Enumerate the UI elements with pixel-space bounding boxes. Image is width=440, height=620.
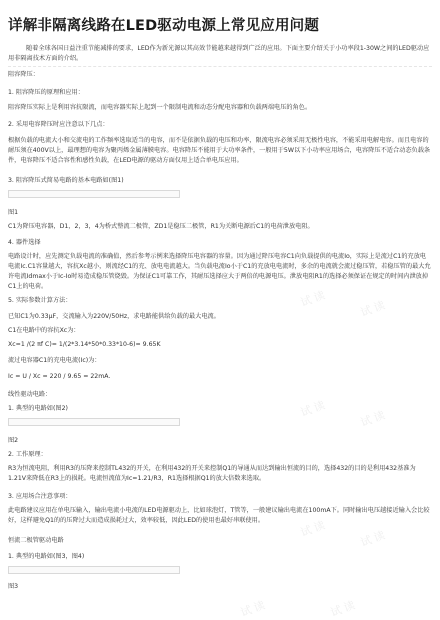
page-title: 详解非隔离线路在LED驱动电源上常见应用问题: [8, 18, 320, 34]
figure-caption: 图2: [8, 437, 19, 444]
subsection-heading: 3. 应用场合注意事项：: [8, 493, 72, 500]
paragraph: 电路设计时，应先测定负载电流的准确值，然后参考示例来选择降压电容器的容量。因为通过降压电容C1向负载提供的电流Io，实际上是流过C1的充放电电流Ic.C1容量越大，容抗Xc越小，则流经C1的充、放电电流越大。当负载电流Io小于C1的充放电电流时，多余的电流就会流过稳压管，若稳压管的最大允许电流Idmax小于Ic-Io时易造成稳压管烧毁。为保证C1可靠工作，其耐压选择应大于两倍的电源电压。泄放电阻R1的选择必须保证在规定的时间内泄放掉C1上的电荷。: [8, 253, 431, 290]
watermark: 试读: [238, 597, 270, 620]
intro-paragraph: 随着全球各国日益注重节能减排的要求，LED作为新光源以其高效节能越来越得到广泛的应用。下面主要介绍关于小功率段1-30W之间的LED驱动应用非隔离技术方面的介绍。: [8, 45, 430, 62]
figure-image-placeholder: [8, 190, 180, 198]
paragraph: R3为恒流电阻，利用R3的压降来控制TL432的开关，在利用432的开关来控制Q1的导通从而达到输出恒流的目的，选择432的目的是利用432基准为1.21V来降低在R3上的损耗。电流恒流值为Ic=1.21/R3，R1选择根据Q1的放大倍数来选取。: [8, 465, 416, 482]
figure-caption: 图1: [8, 209, 19, 216]
paragraph: 阻容降压实际上是利用容抗限流，而电容器实际上起到一个限制电流和动态分配电容器和负载两端电压的角色。: [8, 104, 312, 111]
subsection-heading: 1. 阻容降压的原理和应用：: [8, 89, 84, 96]
subsection-heading: 5. 实际参数计算方法：: [8, 297, 72, 304]
text-line: 流过电容器C1的充电电流(Ic)为：: [8, 357, 101, 364]
text-line: C1在电路中的容抗Xc为：: [8, 327, 80, 334]
section-heading: 线性驱动电路：: [8, 391, 52, 398]
watermark: 试读: [298, 287, 330, 310]
subsection-heading: 1. 典型的电路如(图3，图4): [8, 553, 85, 560]
paragraph: 此电路建议应用在单电压输入，输出电流小电流的LED电源驱动上，比如球泡灯，T管等，一般建议输出电流在100mA下。同时输出电压越接近输入会比较好，这样避免Q1的的压降过大而造成损耗过大，效率较低，因此LED的使用也最好串联使用。: [8, 507, 430, 524]
watermark: 试读: [358, 297, 390, 320]
watermark: 试读: [358, 527, 390, 550]
figure-image-placeholder: [8, 566, 180, 574]
text-line: 已知C1为0.33μF，交流输入为220V/50Hz，求电路能供给负载的最大电流。: [8, 313, 220, 320]
watermark: 试读: [328, 597, 360, 620]
watermark: 试读: [358, 407, 390, 430]
subsection-heading: 4. 器件选择: [8, 239, 41, 246]
section-heading: 恒流二极管驱动电路: [8, 537, 64, 544]
subsection-heading: 2. 工作原理：: [8, 451, 47, 458]
section-heading: 阻容降压：: [8, 71, 39, 78]
figure-caption: 图3: [8, 583, 19, 590]
paragraph: C1为降压电容器，D1，2，3，4为桥式整流二极管，ZD1是稳压二极管，R1为关断电源后C1的电荷泄放电阻。: [8, 223, 314, 230]
formula-line: Ic = U / Xc = 220 / 9.65 = 22mA.: [8, 373, 111, 380]
subsection-heading: 3. 阻容降压式简易电路的基本电路如(图1): [8, 177, 124, 184]
formula-line: Xc=1 /(2 πf C)= 1/(2*3.14*50*0.33*10-6)= 9.65K: [8, 341, 161, 348]
watermark: 试读: [298, 397, 330, 420]
subsection-heading: 1. 典型的电路如(图2): [8, 405, 68, 412]
watermark: 试读: [298, 517, 330, 540]
divider: [8, 66, 432, 67]
subsection-heading: 2. 采用电容降压时应注意以下几点：: [8, 121, 109, 128]
figure-image-placeholder: [8, 418, 180, 426]
paragraph: 根据负载的电流大小和交流电的工作频率选取适当的电容，而不是依据负载的电压和功率，限流电容必须采用无极性电容，不能采用电解电容。而且电容的耐压须在400V以上，最理想的电容为聚丙烯金属薄膜电容。电容降压不能用于大功率条件，一般用于5W以下小功率应用场合，电容降压不适合动态负载条件，电容降压不适合容性和感性负载，在LED电源的驱动方面仅用上适合单电压应用。: [8, 137, 431, 164]
